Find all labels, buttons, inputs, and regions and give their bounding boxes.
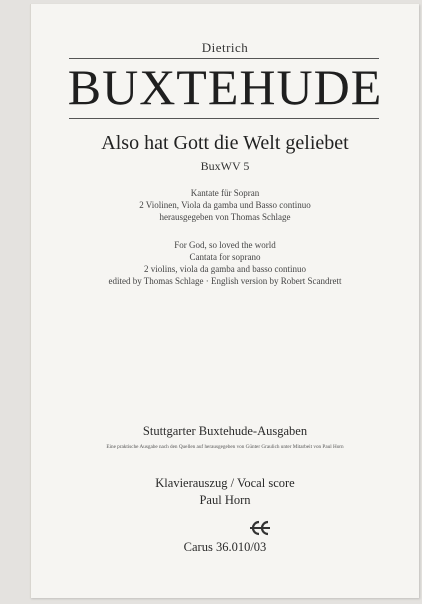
- bottom-rule: [69, 118, 379, 119]
- english-info-line: edited by Thomas Schlage · English version by Robert Scandrett: [108, 276, 342, 286]
- series-name: Stuttgarter Buxtehude-Ausgaben: [142, 424, 308, 438]
- publisher-catalog: Carus 36.010/03: [183, 540, 267, 554]
- composer-first-name: Dietrich: [201, 40, 249, 55]
- score-cover: [30, 4, 419, 598]
- german-info-line: herausgegeben von Thomas Schlage: [159, 212, 291, 222]
- work-title: Also hat Gott die Welt geliebet: [101, 132, 349, 154]
- german-info-line: Kantate für Sopran: [190, 188, 260, 198]
- score-arranger: Paul Horn: [199, 493, 251, 507]
- score-type: Klavierauszug / Vocal score: [155, 476, 295, 490]
- composer-last-name: BUXTEHUDE: [67, 59, 383, 115]
- work-catalog: BuxWV 5: [200, 159, 250, 173]
- english-info-line: For God, so loved the world: [174, 240, 276, 250]
- english-info-line: Cantata for soprano: [189, 252, 261, 262]
- series-subtitle: Eine praktische Ausgabe nach den Quellen auf herausgegeben von Günter Graulich unter Mitarbeit von Paul Horn: [106, 444, 344, 450]
- carus-logo-icon: [248, 519, 272, 537]
- english-info-line: 2 violins, viola da gamba and basso continuo: [144, 264, 306, 274]
- german-info-line: 2 Violinen, Viola da gamba und Basso continuo: [139, 200, 311, 210]
